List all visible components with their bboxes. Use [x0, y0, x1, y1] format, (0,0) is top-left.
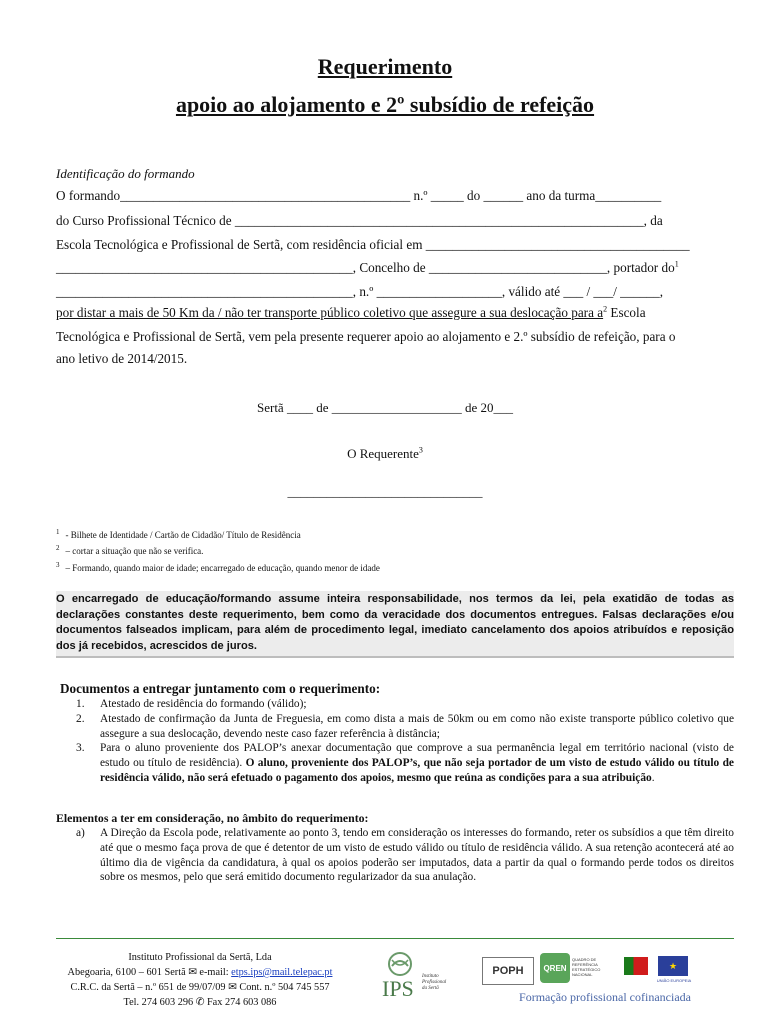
footnote-1: $^1$ - Bilhete de Identidade / Cartão de Cidadão/ Título de Residência — [56, 528, 301, 540]
date-line: Sertã ____ de ____________________ de 20___ — [256, 400, 513, 415]
portugal-flag-icon — [624, 957, 648, 975]
identification-heading: Identificação do formando — [56, 166, 195, 181]
responsibility-warning: O encarregado de educação/formando assume inteira responsabilidade, nos termos da lei, pela exatidão de todas as declarações constantes deste requerimento, bem como da veracidade dos documentos entregues. Falsas declarações e/ou documentos falseados implicam, para além de procedimento legal, imediato cancelamento dos apoios atribuídos e reposição dos já recebidos, acrescidos de juros. — [56, 591, 734, 658]
form-line-8: ano letivo de 2014/2015. — [56, 351, 188, 366]
qren-logo: QREN — [540, 953, 570, 983]
eu-flag-icon: ★ — [658, 956, 688, 976]
footer-contacts: Tel. 274 603 296 ✆ Fax 274 603 086 — [123, 997, 277, 1008]
document-title: Requerimento — [317, 54, 453, 79]
email-link[interactable]: etps.ips@mail.telepac.pt — [231, 967, 333, 978]
requerente-label: O Requerente$^3$ — [347, 445, 423, 461]
eu-caption: UNIÃO EUROPEIA — [656, 978, 692, 983]
envelope-icon: ✉ — [188, 967, 197, 978]
footnote-2: $^2$ – cortar a situação que não se verifica. — [56, 544, 204, 556]
form-line-5: _____________________________________________, n.º ___________________, válido até ___ / ___/ ______, — [56, 284, 664, 299]
ips-logo — [380, 950, 447, 1006]
documents-heading: Documentos a entregar juntamento com o requerimento: — [60, 681, 381, 696]
phone-icon: ✆ — [195, 997, 205, 1008]
form-line-1: O formando____________________________________________ n.º _____ do ______ ano da turma__________ — [56, 188, 662, 203]
form-line-3: Escola Tecnológica e Profissional de Sertã, com residência oficial em ________________________________________ — [56, 237, 690, 252]
ips-logo-text: IPS — [382, 976, 414, 1001]
form-line-2: do Curso Profissional Técnico de ______________________________________________________________, da — [56, 213, 663, 228]
elements-heading: Elementos a ter em consideração, no âmbito do requerimento: — [56, 811, 369, 825]
footer-institution: Instituto Profissional da Sertã, Lda — [128, 952, 272, 963]
footer-divider — [56, 938, 734, 939]
form-line-6: por distar a mais de 50 Km da / não ter transporte público coletivo que assegure a sua deslocação para $a^2$ Escola — [56, 304, 646, 320]
qren-caption: QUADRO DE REFERÊNCIA ESTRATÉGICO NACIONAL — [572, 957, 601, 977]
form-line-4: _____________________________________________, Concelho de ___________________________, portador $do^1$ — [56, 259, 679, 275]
footer-address: Abegoaria, 6100 – 601 Sertã ✉ e-mail: etps.ips@mail.telepac.pt — [67, 967, 333, 978]
document-subtitle: apoio ao alojamento e 2º subsídio de refeição — [175, 92, 595, 117]
signature-line: ______________________________ — [287, 484, 483, 499]
bullet-icon: ✉ — [228, 982, 237, 993]
footnote-3: $^3$ – Formando, quando maior de idade; encarregado de educação, quando menor de idade — [56, 561, 380, 573]
form-line-7: Tecnológica e Profissional de Sertã, vem pela presente requerer apoio ao alojamento e 2.º subsídio de refeição, para o — [56, 329, 676, 344]
ips-logo-caption: Instituto Profissional da Sertã — [422, 974, 447, 991]
poph-logo: POPH — [482, 957, 534, 985]
footer-registration: C.R.C. da Sertã – n.º 651 de 99/07/09 ✉ Cont. n.º 504 745 557 — [70, 982, 330, 993]
sponsor-logos — [478, 953, 698, 987]
cofinancing-label: Formação profissional cofinanciada — [519, 990, 691, 1004]
